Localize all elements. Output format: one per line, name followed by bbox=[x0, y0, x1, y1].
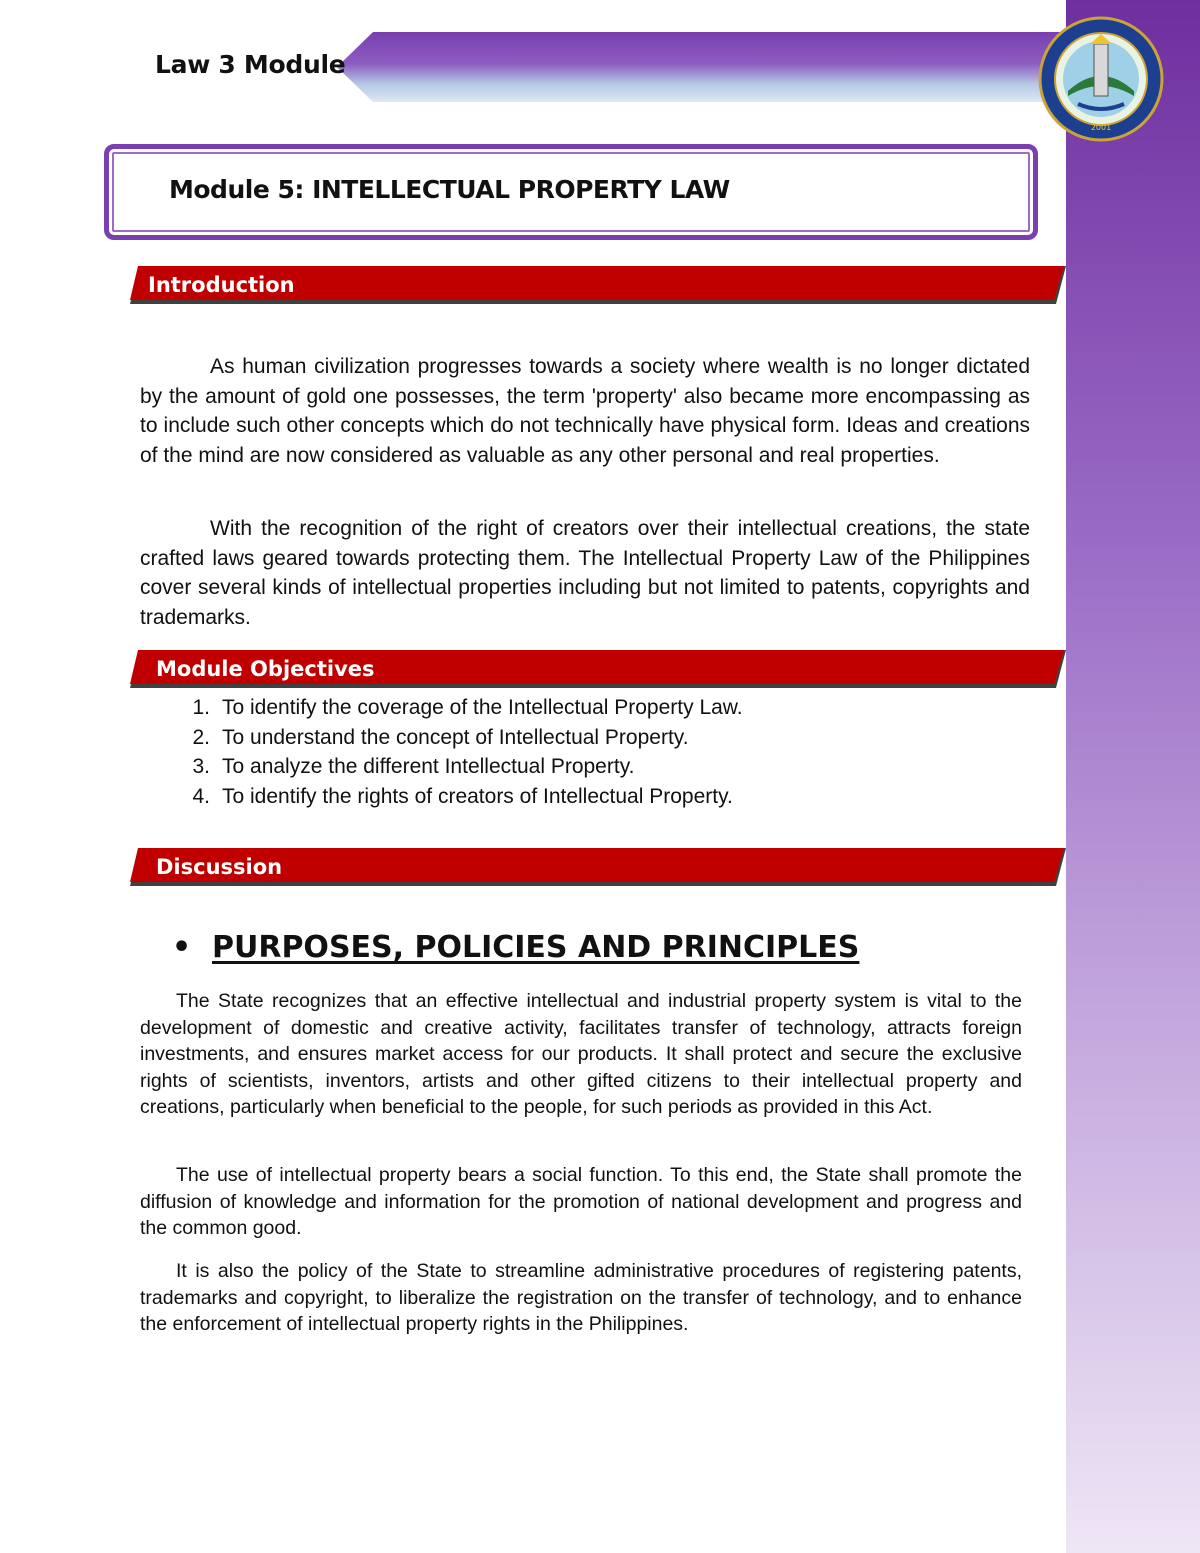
svg-text:2001: 2001 bbox=[1090, 123, 1112, 132]
course-header: Law 3 Module bbox=[155, 50, 346, 79]
section-bar-objectives bbox=[130, 650, 1066, 688]
intro-paragraph-1: As human civilization progresses towards a society where wealth is no longer dictated by the amount of gold one possesses, the term 'property' also became more encompassing as to include such other concepts which do not technically have physical form. Ideas and creations of the mind are now considered as valuable as any other personal and real properties. bbox=[140, 355, 1030, 467]
section-label-introduction: Introduction bbox=[148, 273, 295, 297]
module-title-box bbox=[104, 144, 1038, 240]
discussion-paragraph-2: The use of intellectual property bears a social function. To this end, the State shall promote the diffusion of knowledge and information for the promotion of national development and progress and the common good. bbox=[140, 1164, 1022, 1239]
university-seal-logo bbox=[1038, 16, 1164, 142]
list-item: 4. To identify the rights of creators of Intellectual Property. bbox=[192, 784, 733, 808]
section-label-objectives: Module Objectives bbox=[156, 657, 375, 681]
intro-paragraph-2: With the recognition of the right of creators over their intellectual creations, the state crafted laws geared towards protecting them. The Intellectual Property Law of the Philippines cover several kinds of intellectual properties including but not limited to patents, copyrights and trademarks. bbox=[140, 517, 1030, 629]
objectives-list bbox=[140, 693, 743, 811]
section-bar-introduction bbox=[130, 266, 1066, 304]
header-banner bbox=[337, 32, 1077, 102]
section-bar-discussion bbox=[130, 848, 1066, 886]
discussion-paragraph-1: The State recognizes that an effective intellectual and industrial property system is vital to the development of domestic and creative activity, facilitates transfer of technology, attracts foreign investments, and ensures market access for our products. It shall protect and secure the exclusive rights of scientists, inventors, artists and other gifted citizens to their intellectual property and creations, particularly when beneficial to the people, for such periods as provided in this Act. bbox=[140, 990, 1022, 1118]
list-item: 1. To identify the coverage of the Intellectual Property Law. bbox=[192, 696, 743, 719]
discussion-heading bbox=[172, 930, 859, 965]
list-item: 3. To analyze the different Intellectual Property. bbox=[192, 755, 635, 778]
decorative-side-strip bbox=[1066, 0, 1200, 1553]
bullet-icon: • bbox=[172, 930, 192, 965]
heading-text: PURPOSES, POLICIES AND PRINCIPLES bbox=[212, 930, 860, 965]
discussion-paragraph-3: It is also the policy of the State to streamline administrative procedures of registering patents, trademarks and copyright, to liberalize the registration on the transfer of technology, and to enhance the enforcement of intellectual property rights in the Philippines. bbox=[140, 1260, 1022, 1335]
module-title: Module 5: INTELLECTUAL PROPERTY LAW bbox=[169, 175, 730, 204]
section-label-discussion: Discussion bbox=[156, 855, 283, 879]
list-item: 2. To understand the concept of Intellectual Property. bbox=[192, 725, 689, 749]
